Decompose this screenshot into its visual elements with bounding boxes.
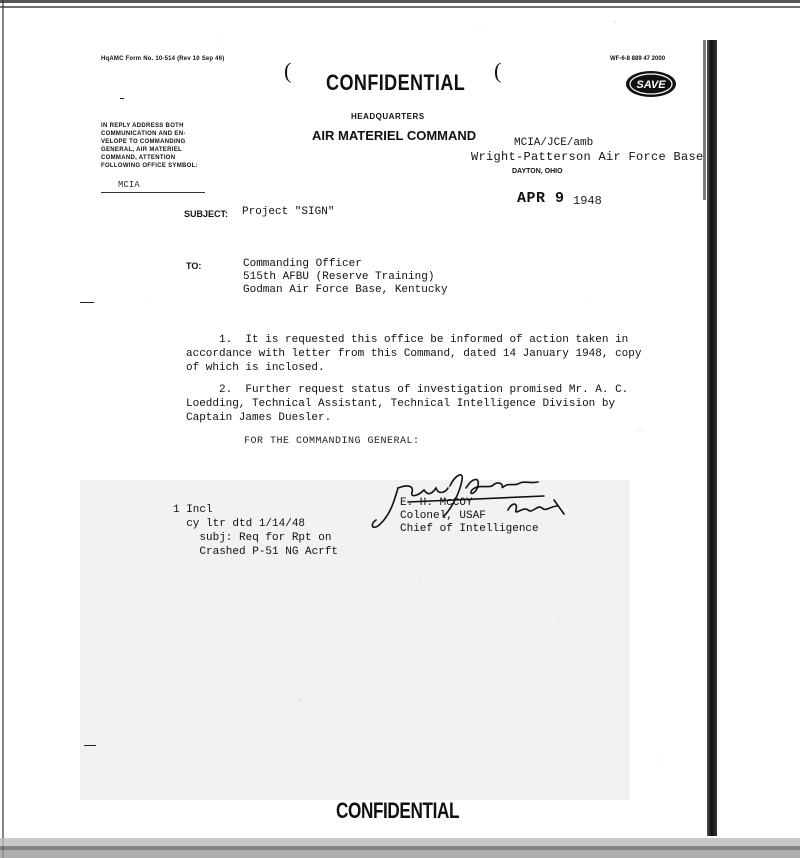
scan-right-edge-shadow — [703, 40, 706, 200]
signature-block: E. H. McCOY Colonel, USAF Chief of Intelligence — [400, 497, 539, 535]
scan-bottom-edge — [0, 828, 800, 858]
classification-bottom: CONFIDENTIAL — [336, 798, 460, 823]
inclosure-note: 1 Incl cy ltr dtd 1/14/48 subj: Req for Rpt on Crashed P-51 NG Acrft — [173, 504, 339, 558]
date-year: 1948 — [573, 194, 602, 208]
office-symbol: MCIA — [118, 180, 140, 190]
reply-line: COMMUNICATION AND EN- — [101, 131, 186, 137]
reference-code: MCIA/JCE/amb — [514, 137, 594, 149]
hole-punch-mark-left: ( — [284, 58, 292, 83]
form-code: WF-6-8 889 47 2000 — [610, 56, 666, 62]
margin-mark — [80, 302, 94, 303]
reply-instructions — [101, 122, 211, 170]
margin-mark — [84, 745, 96, 746]
reply-line: COMMAND, ATTENTION — [101, 155, 176, 161]
scan-left-edge — [2, 0, 4, 858]
scan-top-edge — [0, 0, 800, 14]
date-stamp: APR 9 — [517, 190, 565, 207]
for-commanding-general: FOR THE COMMANDING GENERAL: — [244, 436, 420, 447]
office-symbol-rule — [101, 192, 205, 193]
save-stamp — [624, 68, 678, 100]
paragraph-1: 1. It is requested this office be informed of action taken in accordance with letter from this Command, dated 14 January 1948, copy of which is inclosed. — [186, 334, 642, 374]
reply-line: IN REPLY ADDRESS BOTH — [101, 123, 184, 129]
paragraph-2: 2. Further request status of investigation promised Mr. A. C. Loedding, Technical Assistant, Technical Intelligence Division by Captain James Duesler. — [186, 384, 629, 424]
subject-text: Project "SIGN" — [242, 206, 335, 218]
form-number: HqAMC Form No. 10-514 (Rev 10 Sep 46) — [101, 56, 225, 62]
scan-right-edge — [707, 40, 717, 836]
subject-label: SUBJECT: — [184, 209, 229, 219]
headquarters-heading: HEADQUARTERS — [351, 112, 425, 121]
base-name: Wright-Patterson Air Force Base — [471, 150, 704, 164]
addressee-block: Commanding Officer 515th AFBU (Reserve Training) Godman Air Force Base, Kentucky — [243, 258, 448, 296]
command-heading: AIR MATERIEL COMMAND — [312, 128, 477, 143]
save-stamp-text: SAVE — [636, 79, 666, 91]
to-label: TO: — [186, 261, 202, 271]
classification-top: CONFIDENTIAL — [326, 70, 466, 95]
base-location: DAYTON, OHIO — [512, 168, 563, 175]
reply-line: FOLLOWING OFFICE SYMBOL: — [101, 163, 198, 169]
margin-mark — [120, 98, 124, 99]
reply-line: VELOPE TO COMMANDING — [101, 139, 186, 145]
hole-punch-mark-right: ( — [494, 58, 502, 83]
reply-line: GENERAL, AIR MATERIEL — [101, 147, 182, 153]
